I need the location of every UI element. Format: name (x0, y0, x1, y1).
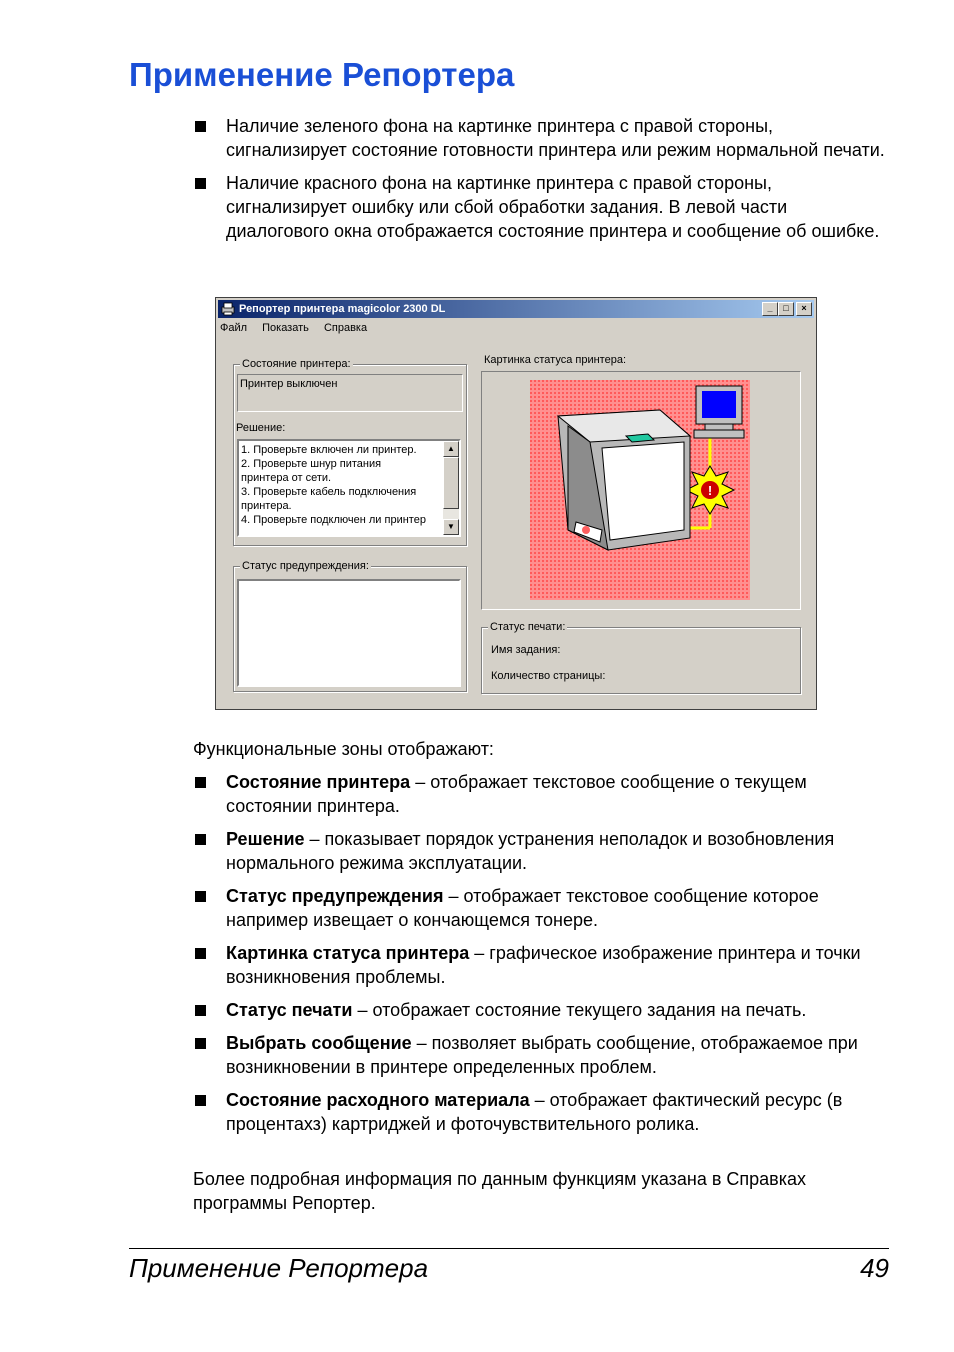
menu-file[interactable]: Файл (220, 322, 248, 334)
printer-status-group (233, 358, 467, 546)
page-title: Применение Репортера (129, 56, 515, 93)
warning-status-label: Статус предупреждения: (242, 560, 369, 572)
job-name-label: Имя задания: (491, 644, 561, 656)
print-status-label: Статус печати: (490, 621, 566, 633)
zone-item: Состояние расходного материала – отображает фактический ресурс (в процентахз) картриджей и фоточувствительного ролика. (193, 1088, 893, 1136)
menu-help[interactable]: Справка (323, 322, 368, 334)
bullet-square-icon (195, 1095, 206, 1106)
minimize-button[interactable] (762, 302, 778, 316)
zone-term: Картинка статуса принтера (226, 943, 470, 963)
printer-status-label: Состояние принтера: (242, 358, 351, 370)
warning-status-group (233, 560, 467, 692)
page-count-label: Количество страницы: (491, 670, 606, 682)
zone-item: Картинка статуса принтера – графическое изображение принтера и точки возникновения проблемы. (193, 941, 893, 989)
solution-list[interactable] (237, 439, 461, 537)
scroll-down-icon: ▼ (447, 522, 455, 531)
warning-status-box (237, 579, 461, 687)
zones-intro: Функциональные зоны отображают: (193, 739, 494, 759)
bullet-square-icon (195, 777, 206, 788)
menu-bar (220, 322, 379, 334)
menu-view[interactable]: Показать (262, 322, 309, 334)
maximize-button[interactable] (778, 302, 794, 316)
zones-list (193, 770, 893, 1145)
zone-term: Состояние принтера (226, 772, 411, 792)
bullet-square-icon (195, 834, 206, 845)
solution-line: принтера. (241, 500, 292, 512)
warning-icon (686, 466, 734, 514)
printer-icon (558, 410, 690, 550)
monitor-icon (694, 386, 744, 438)
page-number: 49 (860, 1253, 889, 1283)
bullet-square-icon (195, 948, 206, 959)
maximize-icon: □ (783, 303, 789, 313)
scroll-down-button[interactable] (443, 519, 459, 535)
reporter-dialog (215, 297, 817, 710)
zone-item: Статус предупреждения – отображает текстовое сообщение которое например извещает о кончающемся тонере. (193, 884, 893, 932)
zone-term: Выбрать сообщение (226, 1033, 412, 1053)
solution-line: принтера от сети. (241, 472, 332, 484)
footer-title: Применение Репортера (129, 1253, 429, 1283)
intro-bullet: Наличие красного фона на картинке принтера с правой стороны, сигнализирует ошибку или сбой обработки задания. В левой части диалогового окна отображается состояние принтера и сообщение об ошибке. (193, 171, 893, 243)
footer-divider (129, 1248, 889, 1249)
solution-line: 2. Проверьте шнур питания (241, 458, 382, 470)
svg-text:!: ! (707, 483, 713, 498)
zone-term: Решение (226, 829, 305, 849)
scroll-thumb[interactable] (443, 457, 459, 509)
bullet-square-icon (195, 1038, 206, 1049)
solution-line: 3. Проверьте кабель подключения (241, 486, 417, 498)
scroll-up-icon: ▲ (447, 444, 455, 453)
zone-item: Решение – показывает порядок устранения неполадок и возобновления нормального режима эксплуатации. (193, 827, 893, 875)
zone-item: Состояние принтера – отображает текстовое сообщение о текущем состоянии принтера. (193, 770, 893, 818)
close-icon: × (801, 303, 807, 313)
more-info-paragraph: Более подробная информация по данным функциям указана в Справках программы Репортер. (193, 1169, 807, 1213)
dialog-title: Репортер принтера magicolor 2300 DL (239, 303, 446, 315)
printer-picture-label: Картинка статуса принтера: (484, 354, 627, 366)
close-button[interactable] (796, 302, 812, 316)
solution-label: Решение: (236, 422, 286, 434)
solution-line: 1. Проверьте включен ли принтер. (241, 444, 417, 456)
scroll-up-button[interactable] (443, 441, 459, 457)
dialog-title-bar[interactable] (218, 300, 814, 318)
zone-item: Выбрать сообщение – позволяет выбрать сообщение, отображаемое при возникновении в принтере определенных проблем. (193, 1031, 893, 1079)
bullet-square-icon (195, 1005, 206, 1016)
printer-picture-area (481, 371, 801, 610)
bullet-square-icon (195, 121, 206, 132)
intro-bullet: Наличие зеленого фона на картинке принтера с правой стороны, сигнализирует состояние готовности принтера или режим нормальной печати. (193, 114, 893, 162)
zone-term: Состояние расходного материала (226, 1090, 530, 1110)
zone-term: Статус предупреждения (226, 886, 444, 906)
minimize-icon: _ (767, 303, 773, 313)
zone-term: Статус печати (226, 1000, 353, 1020)
solution-line: 4. Проверьте подключен ли принтер (241, 514, 426, 526)
zone-item: Статус печати – отображает состояние текущего задания на печать. (193, 998, 893, 1022)
intro-bullet-list (193, 114, 893, 252)
bullet-square-icon (195, 178, 206, 189)
print-status-group (481, 621, 801, 694)
bullet-square-icon (195, 891, 206, 902)
printer-status-picture (530, 380, 750, 600)
printer-status-box (237, 374, 463, 412)
app-printer-icon (221, 302, 235, 316)
printer-status-value: Принтер выключен (240, 378, 338, 390)
solution-scrollbar[interactable] (443, 441, 459, 535)
